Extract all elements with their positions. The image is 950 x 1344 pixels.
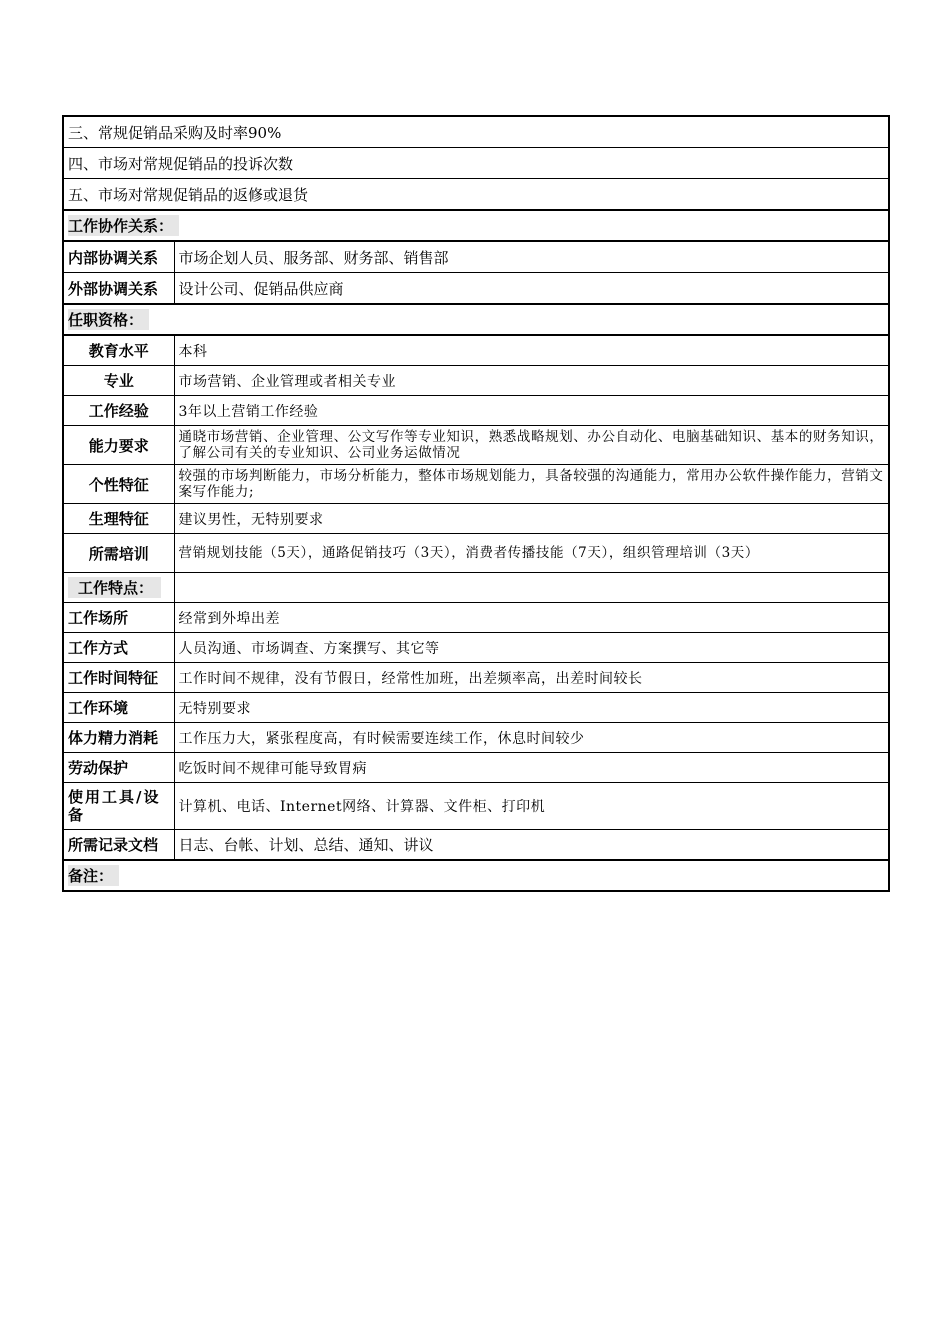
table-row bbox=[63, 241, 889, 273]
table-row bbox=[63, 753, 889, 783]
work-feature-value: 日志、台帐、计划、总结、通知、讲议 bbox=[174, 830, 889, 861]
table-row bbox=[63, 465, 889, 504]
kpi-item: 三、常规促销品采购及时率90% bbox=[63, 116, 889, 148]
qualification-label: 专业 bbox=[63, 366, 174, 396]
work-feature-label: 劳动保护 bbox=[63, 753, 174, 783]
table-row bbox=[63, 663, 889, 693]
qualification-value: 较强的市场判断能力，市场分析能力，整体市场规划能力，具备较强的沟通能力，常用办公软件操作能力，营销文案写作能力; bbox=[174, 465, 889, 504]
work-feature-value: 工作时间不规律，没有节假日，经常性加班，出差频率高，出差时间较长 bbox=[174, 663, 889, 693]
work-feature-value: 吃饭时间不规律可能导致胃病 bbox=[174, 753, 889, 783]
cooperation-header-row bbox=[63, 210, 889, 241]
kpi-row bbox=[63, 116, 889, 148]
qualification-label: 所需培训 bbox=[63, 534, 174, 573]
section-title: 备注： bbox=[68, 865, 119, 886]
qualification-label: 生理特征 bbox=[63, 504, 174, 534]
qualification-value: 建议男性，无特别要求 bbox=[174, 504, 889, 534]
qualification-value: 营销规划技能（5天），通路促销技巧（3天），消费者传播技能（7天），组织管理培训（3天） bbox=[174, 534, 889, 573]
job-description-sheet bbox=[62, 115, 888, 892]
job-description-table bbox=[62, 115, 890, 892]
qualification-value: 市场营销、企业管理或者相关专业 bbox=[174, 366, 889, 396]
work-feature-label: 工作时间特征 bbox=[63, 663, 174, 693]
qualification-label: 教育水平 bbox=[63, 335, 174, 366]
qualification-value: 本科 bbox=[174, 335, 889, 366]
work-feature-value: 人员沟通、市场调查、方案撰写、其它等 bbox=[174, 633, 889, 663]
qualification-value: 3年以上营销工作经验 bbox=[174, 396, 889, 426]
remarks-row bbox=[63, 860, 889, 891]
kpi-item: 四、市场对常规促销品的投诉次数 bbox=[63, 148, 889, 179]
work-features-header-row bbox=[63, 573, 889, 603]
table-row bbox=[63, 723, 889, 753]
table-row bbox=[63, 273, 889, 305]
work-feature-value: 无特别要求 bbox=[174, 693, 889, 723]
remarks-cell bbox=[63, 860, 889, 891]
table-row bbox=[63, 504, 889, 534]
cooperation-header bbox=[63, 210, 889, 241]
table-row bbox=[63, 693, 889, 723]
work-feature-value: 经常到外埠出差 bbox=[174, 603, 889, 633]
qualification-label: 工作经验 bbox=[63, 396, 174, 426]
empty-cell bbox=[174, 573, 889, 603]
external-coordination-value: 设计公司、促销品供应商 bbox=[174, 273, 889, 305]
work-feature-label: 工作方式 bbox=[63, 633, 174, 663]
table-row bbox=[63, 366, 889, 396]
table-row bbox=[63, 783, 889, 830]
qualification-value: 通晓市场营销、企业管理、公文写作等专业知识，熟悉战略规划、办公自动化、电脑基础知识、基本的财务知识，了解公司有关的专业知识、公司业务运做情况 bbox=[174, 426, 889, 465]
qualifications-header bbox=[63, 304, 889, 335]
work-feature-label: 体力精力消耗 bbox=[63, 723, 174, 753]
internal-coordination-label: 内部协调关系 bbox=[63, 241, 174, 273]
work-feature-value: 计算机、电话、Internet网络、计算器、文件柜、打印机 bbox=[174, 783, 889, 830]
table-row bbox=[63, 534, 889, 573]
kpi-row bbox=[63, 179, 889, 211]
section-title: 工作协作关系： bbox=[68, 215, 179, 236]
work-feature-value: 工作压力大，紧张程度高，有时候需要连续工作，休息时间较少 bbox=[174, 723, 889, 753]
qualifications-header-row bbox=[63, 304, 889, 335]
section-title: 工作特点： bbox=[68, 577, 161, 598]
external-coordination-label: 外部协调关系 bbox=[63, 273, 174, 305]
table-row bbox=[63, 426, 889, 465]
work-feature-label: 工作场所 bbox=[63, 603, 174, 633]
table-row bbox=[63, 830, 889, 861]
work-feature-label: 所需记录文档 bbox=[63, 830, 174, 861]
section-title: 任职资格： bbox=[68, 309, 149, 330]
table-row bbox=[63, 396, 889, 426]
kpi-item: 五、市场对常规促销品的返修或退货 bbox=[63, 179, 889, 211]
work-feature-label: 使用工具/设备 bbox=[63, 783, 174, 830]
internal-coordination-value: 市场企划人员、服务部、财务部、销售部 bbox=[174, 241, 889, 273]
qualification-label: 个性特征 bbox=[63, 465, 174, 504]
work-feature-label: 工作环境 bbox=[63, 693, 174, 723]
kpi-row bbox=[63, 148, 889, 179]
qualification-label: 能力要求 bbox=[63, 426, 174, 465]
table-row bbox=[63, 603, 889, 633]
table-row bbox=[63, 335, 889, 366]
work-features-header bbox=[63, 573, 174, 603]
table-row bbox=[63, 633, 889, 663]
